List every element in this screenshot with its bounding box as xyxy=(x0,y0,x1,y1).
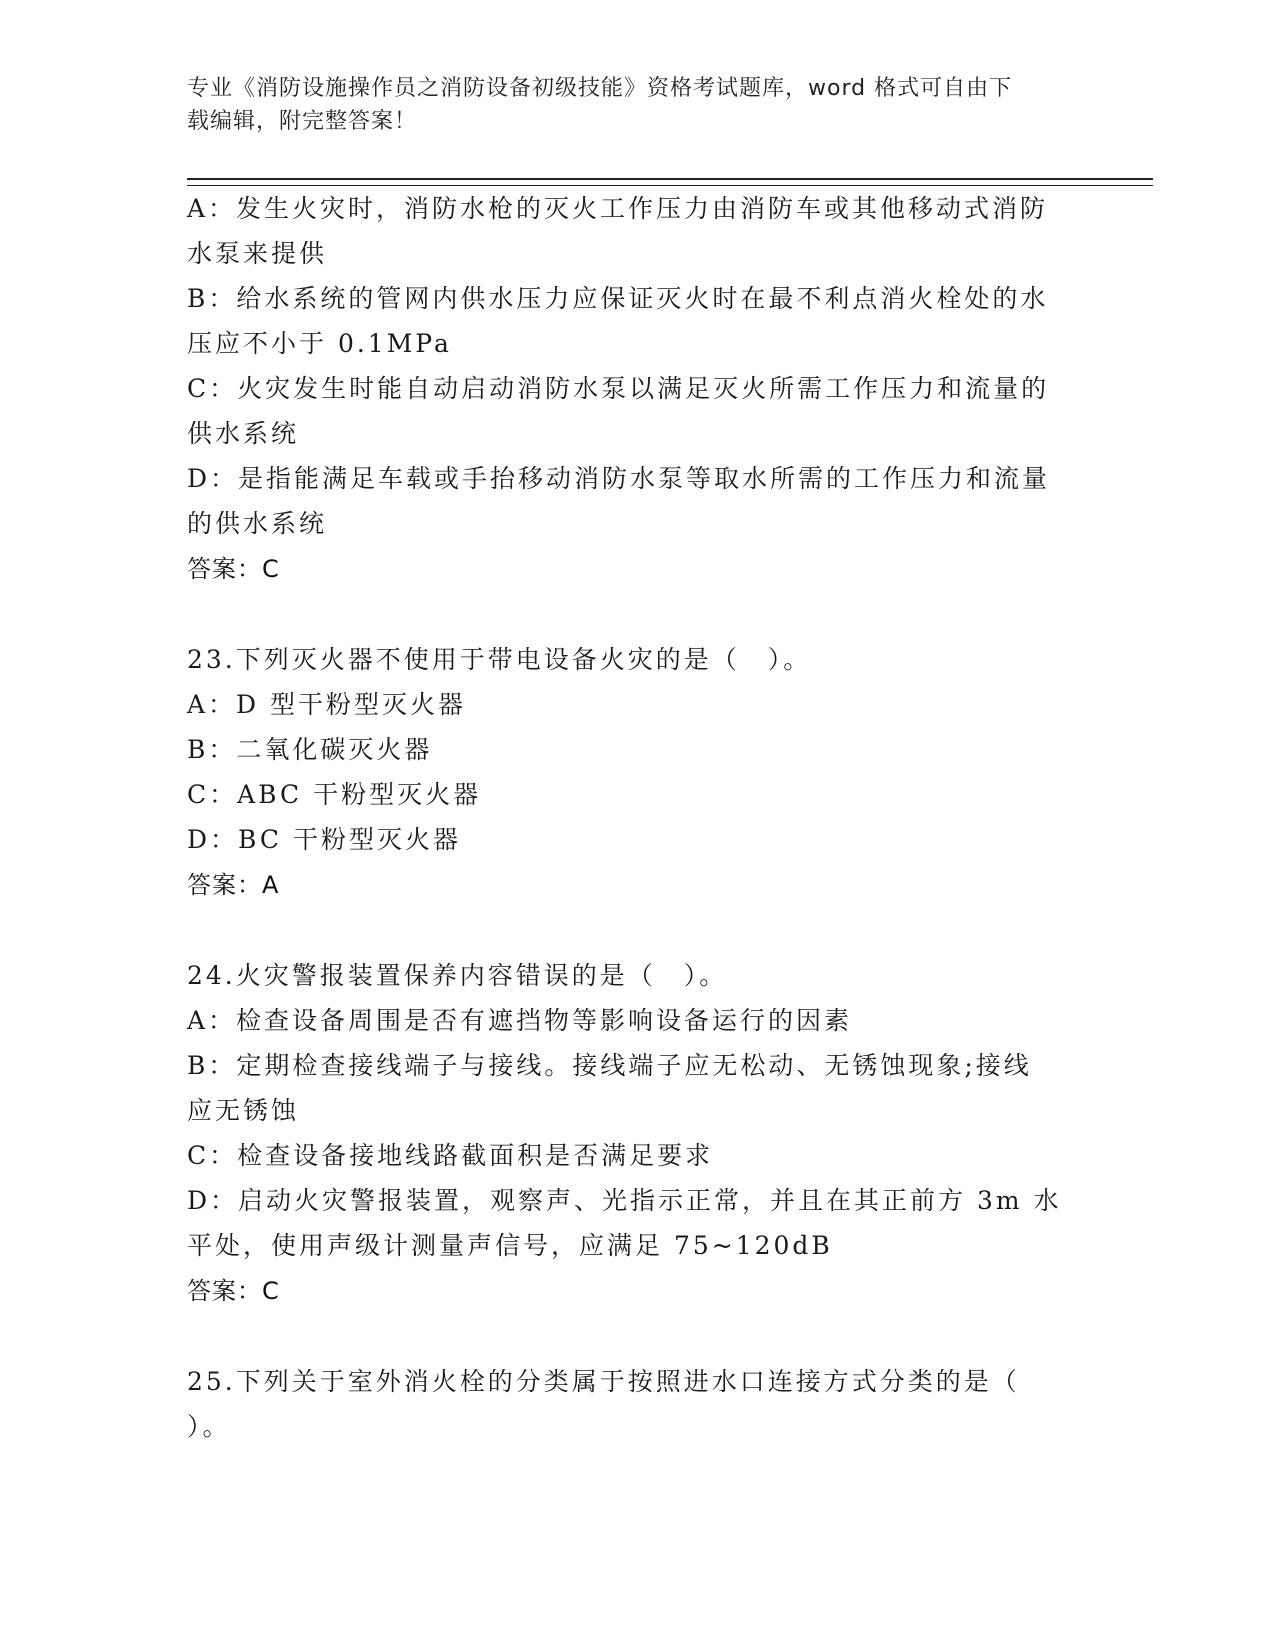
option-d-line-2: 平处，使用声级计测量声信号，应满足 75~120dB xyxy=(187,1231,833,1260)
question-25-block xyxy=(187,1359,1087,1449)
option-a-line-2: 水泵来提供 xyxy=(187,239,328,268)
option-b-line-2: 压应不小于 0.1MPa xyxy=(187,329,452,358)
option-c: C：ABC 干粉型灭火器 xyxy=(187,780,482,809)
option-c-line-2: 供水系统 xyxy=(187,419,300,448)
option-c: C：检查设备接地线路截面积是否满足要求 xyxy=(187,1141,714,1170)
option-a: A：D 型干粉型灭火器 xyxy=(187,690,467,719)
option-b-line-1: B：给水系统的管网内供水压力应保证灭火时在最不利点消火栓处的水 xyxy=(187,284,1049,313)
answer-label: 答案：A xyxy=(187,871,280,899)
question-24-block xyxy=(187,953,1087,1314)
header-divider xyxy=(187,178,1153,186)
option-c-line-1: C：火灾发生时能自动启动消防水泵以满足灭火所需工作压力和流量的 xyxy=(187,374,1050,403)
option-d: D：BC 干粉型灭火器 xyxy=(187,825,461,854)
question-stem: 24.火灾警报装置保养内容错误的是（ ）。 xyxy=(187,961,728,990)
answer-label: 答案：C xyxy=(187,555,280,583)
option-a: A：检查设备周围是否有遮挡物等影响设备运行的因素 xyxy=(187,1006,853,1035)
question-stem-line-2: ）。 xyxy=(187,1412,231,1441)
question-stem: 23.下列灭火器不使用于带电设备火灾的是（ ）。 xyxy=(187,645,812,674)
option-d-line-1: D：是指能满足车载或手抬移动消防水泵等取水所需的工作压力和流量 xyxy=(187,464,1051,493)
question-content xyxy=(187,186,1087,1449)
page-header xyxy=(187,72,1067,138)
question-stem-line-1: 25.下列关于室外消火栓的分类属于按照进水口连接方式分类的是（ xyxy=(187,1367,1020,1396)
option-d-line-1: D：启动火灾警报装置，观察声、光指示正常，并且在其正前方 3m 水 xyxy=(187,1186,1062,1215)
question-23-block xyxy=(187,637,1087,908)
option-b-line-2: 应无锈蚀 xyxy=(187,1096,300,1125)
previous-question-block xyxy=(187,186,1087,592)
answer-label: 答案：C xyxy=(187,1277,280,1305)
option-d-line-2: 的供水系统 xyxy=(187,509,328,538)
spacer xyxy=(187,592,1087,637)
spacer xyxy=(187,908,1087,953)
header-line-2: 载编辑，附完整答案！ xyxy=(187,109,418,134)
option-b: B：二氧化碳灭火器 xyxy=(187,735,433,764)
option-a-line-1: A：发生火灾时，消防水枪的灭火工作压力由消防车或其他移动式消防 xyxy=(187,194,1049,223)
header-line-1: 专业《消防设施操作员之消防设备初级技能》资格考试题库，word 格式可自由下 xyxy=(187,76,1013,101)
spacer xyxy=(187,1314,1087,1359)
option-b-line-1: B：定期检查接线端子与接线。接线端子应无松动、无锈蚀现象;接线 xyxy=(187,1051,1032,1080)
